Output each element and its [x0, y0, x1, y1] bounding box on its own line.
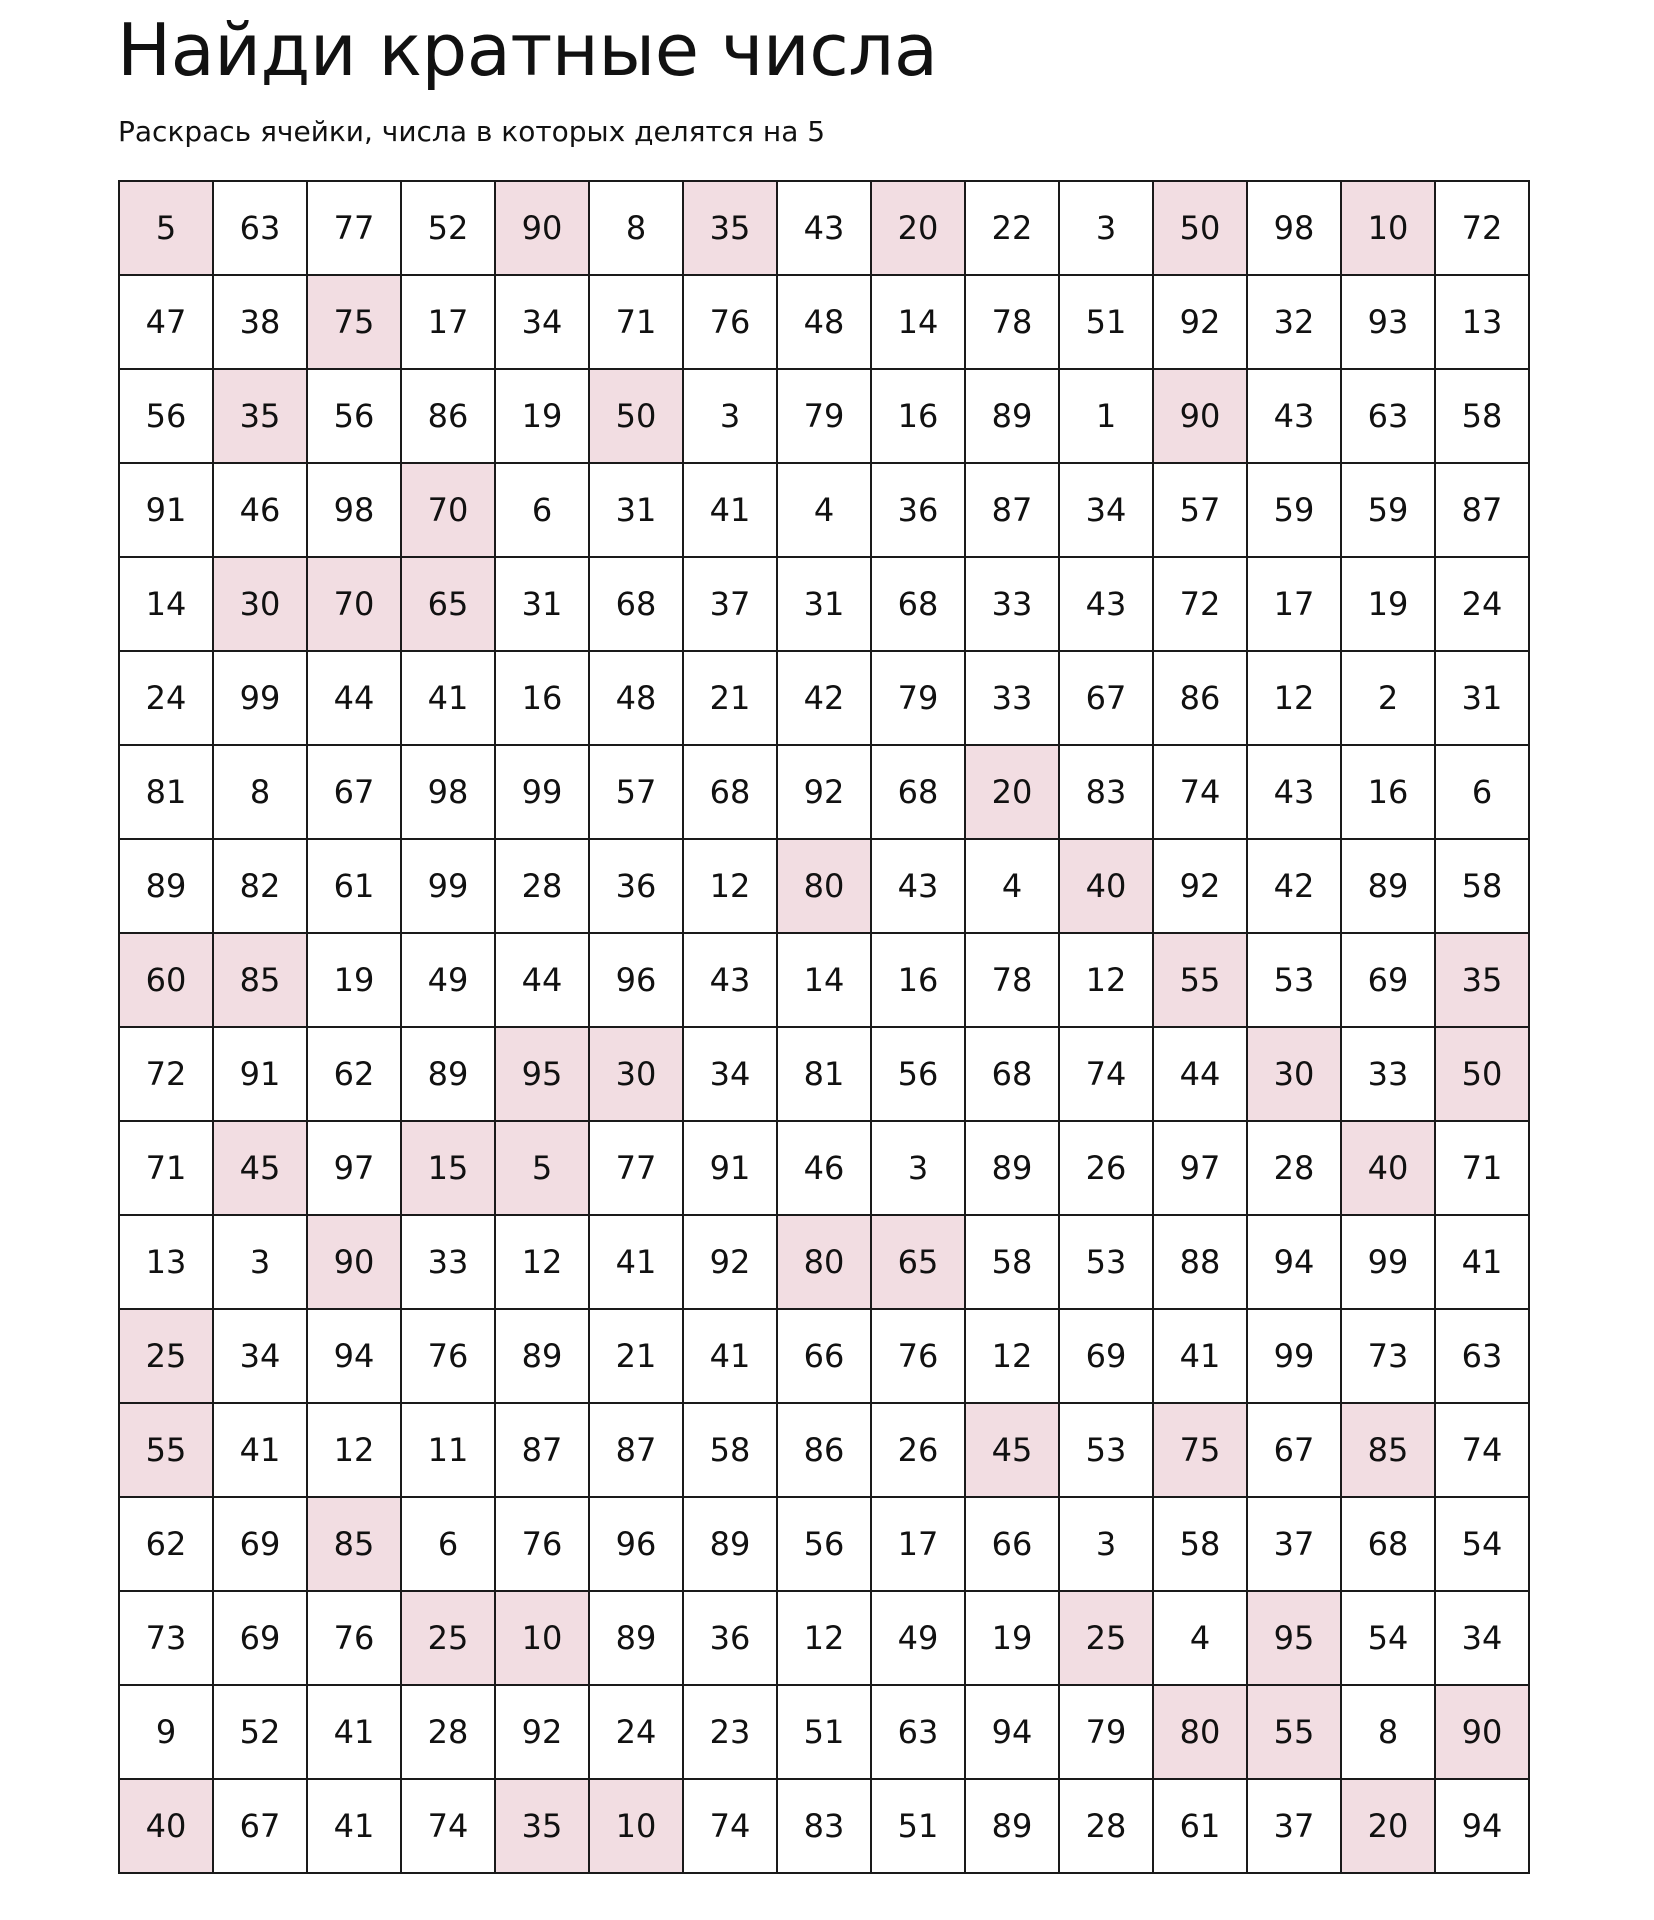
grid-cell[interactable]: 4 [777, 463, 871, 557]
grid-cell[interactable]: 94 [965, 1685, 1059, 1779]
grid-cell[interactable]: 80 [777, 1215, 871, 1309]
grid-cell[interactable]: 52 [213, 1685, 307, 1779]
grid-cell[interactable]: 41 [1153, 1309, 1247, 1403]
grid-cell[interactable]: 87 [589, 1403, 683, 1497]
grid-cell[interactable]: 8 [1341, 1685, 1435, 1779]
grid-cell[interactable]: 14 [871, 275, 965, 369]
grid-cell[interactable]: 34 [213, 1309, 307, 1403]
grid-cell[interactable]: 76 [307, 1591, 401, 1685]
grid-cell[interactable]: 94 [1247, 1215, 1341, 1309]
grid-cell[interactable]: 12 [1059, 933, 1153, 1027]
grid-row [119, 1591, 1529, 1685]
grid-cell[interactable]: 55 [119, 1403, 213, 1497]
grid-cell[interactable]: 17 [401, 275, 495, 369]
grid-cell[interactable]: 87 [1435, 463, 1529, 557]
grid-cell[interactable]: 21 [683, 651, 777, 745]
grid-cell[interactable]: 71 [1435, 1121, 1529, 1215]
grid-row [119, 933, 1529, 1027]
grid-cell[interactable]: 55 [1153, 933, 1247, 1027]
grid-cell[interactable]: 74 [683, 1779, 777, 1873]
grid-cell[interactable]: 89 [495, 1309, 589, 1403]
grid-cell[interactable]: 19 [495, 369, 589, 463]
grid-cell[interactable]: 77 [307, 181, 401, 275]
grid-row [119, 181, 1529, 275]
grid-cell[interactable]: 12 [495, 1215, 589, 1309]
grid-cell[interactable]: 10 [495, 1591, 589, 1685]
grid-cell[interactable]: 40 [1341, 1121, 1435, 1215]
grid-cell[interactable]: 44 [1153, 1027, 1247, 1121]
grid-cell[interactable]: 92 [777, 745, 871, 839]
grid-row [119, 1309, 1529, 1403]
grid-cell[interactable]: 99 [1341, 1215, 1435, 1309]
grid-cell[interactable]: 60 [119, 933, 213, 1027]
grid-cell[interactable]: 55 [1247, 1685, 1341, 1779]
grid-cell[interactable]: 68 [871, 745, 965, 839]
grid-cell[interactable]: 90 [1153, 369, 1247, 463]
grid-cell[interactable]: 71 [119, 1121, 213, 1215]
grid-cell[interactable]: 51 [1059, 275, 1153, 369]
grid-cell[interactable]: 37 [683, 557, 777, 651]
grid-cell[interactable]: 19 [307, 933, 401, 1027]
grid-cell[interactable]: 19 [965, 1591, 1059, 1685]
grid-cell[interactable]: 58 [683, 1403, 777, 1497]
grid-cell[interactable]: 98 [1247, 181, 1341, 275]
grid-cell[interactable]: 71 [589, 275, 683, 369]
grid-cell[interactable]: 90 [1435, 1685, 1529, 1779]
grid-cell[interactable]: 31 [1435, 651, 1529, 745]
grid-cell[interactable]: 62 [119, 1497, 213, 1591]
grid-cell[interactable]: 88 [1153, 1215, 1247, 1309]
grid-cell[interactable]: 30 [589, 1027, 683, 1121]
grid-cell[interactable]: 98 [401, 745, 495, 839]
grid-row [119, 839, 1529, 933]
grid-cell[interactable]: 14 [777, 933, 871, 1027]
grid-cell[interactable]: 12 [307, 1403, 401, 1497]
grid-cell[interactable]: 67 [1247, 1403, 1341, 1497]
grid-cell[interactable]: 1 [1059, 369, 1153, 463]
grid-cell[interactable]: 99 [1247, 1309, 1341, 1403]
grid-cell[interactable]: 35 [495, 1779, 589, 1873]
grid-cell[interactable]: 76 [401, 1309, 495, 1403]
grid-cell[interactable]: 80 [777, 839, 871, 933]
grid-cell[interactable]: 50 [1153, 181, 1247, 275]
grid-cell[interactable]: 62 [307, 1027, 401, 1121]
grid-cell[interactable]: 56 [777, 1497, 871, 1591]
grid-cell[interactable]: 97 [307, 1121, 401, 1215]
grid-cell[interactable]: 56 [119, 369, 213, 463]
grid-cell[interactable]: 35 [1435, 933, 1529, 1027]
grid-cell[interactable]: 87 [495, 1403, 589, 1497]
grid-cell[interactable]: 65 [401, 557, 495, 651]
grid-cell[interactable]: 49 [401, 933, 495, 1027]
grid-cell[interactable]: 6 [401, 1497, 495, 1591]
grid-row [119, 1779, 1529, 1873]
grid-cell[interactable]: 69 [213, 1497, 307, 1591]
grid-cell[interactable]: 63 [871, 1685, 965, 1779]
grid-cell[interactable]: 67 [1059, 651, 1153, 745]
grid-cell[interactable]: 76 [683, 275, 777, 369]
grid-cell[interactable]: 63 [1435, 1309, 1529, 1403]
grid-cell[interactable]: 40 [1059, 839, 1153, 933]
grid-cell[interactable]: 54 [1341, 1591, 1435, 1685]
grid-cell[interactable]: 16 [871, 933, 965, 1027]
grid-cell[interactable]: 53 [1247, 933, 1341, 1027]
grid-cell[interactable]: 95 [495, 1027, 589, 1121]
grid-cell[interactable]: 12 [777, 1591, 871, 1685]
grid-cell[interactable]: 65 [871, 1215, 965, 1309]
grid-cell[interactable]: 74 [401, 1779, 495, 1873]
grid-cell[interactable]: 17 [871, 1497, 965, 1591]
grid-cell[interactable]: 75 [1153, 1403, 1247, 1497]
grid-cell[interactable]: 24 [1435, 557, 1529, 651]
grid-cell[interactable]: 81 [777, 1027, 871, 1121]
grid-cell[interactable]: 63 [213, 181, 307, 275]
grid-cell[interactable]: 25 [1059, 1591, 1153, 1685]
grid-cell[interactable]: 13 [1435, 275, 1529, 369]
grid-cell[interactable]: 24 [589, 1685, 683, 1779]
grid-cell[interactable]: 58 [1435, 369, 1529, 463]
grid-cell[interactable]: 3 [683, 369, 777, 463]
grid-cell[interactable]: 98 [307, 463, 401, 557]
grid-cell[interactable]: 92 [1153, 839, 1247, 933]
grid-cell[interactable]: 11 [401, 1403, 495, 1497]
grid-cell[interactable]: 21 [589, 1309, 683, 1403]
grid-cell[interactable]: 85 [213, 933, 307, 1027]
grid-cell[interactable]: 61 [1153, 1779, 1247, 1873]
grid-cell[interactable]: 42 [777, 651, 871, 745]
grid-cell[interactable]: 89 [965, 1121, 1059, 1215]
grid-cell[interactable]: 53 [1059, 1403, 1153, 1497]
grid-cell[interactable]: 43 [1247, 369, 1341, 463]
grid-cell[interactable]: 89 [965, 369, 1059, 463]
grid-cell[interactable]: 58 [965, 1215, 1059, 1309]
page-title: Найди кратные числа [117, 8, 938, 92]
grid-cell[interactable]: 97 [1153, 1121, 1247, 1215]
grid-cell[interactable]: 6 [1435, 745, 1529, 839]
grid-cell[interactable]: 28 [1247, 1121, 1341, 1215]
grid-cell[interactable]: 28 [401, 1685, 495, 1779]
grid-cell[interactable]: 68 [965, 1027, 1059, 1121]
grid-row [119, 1685, 1529, 1779]
grid-cell[interactable]: 47 [119, 275, 213, 369]
grid-cell[interactable]: 8 [589, 181, 683, 275]
grid-cell[interactable]: 44 [495, 933, 589, 1027]
grid-cell[interactable]: 78 [965, 933, 1059, 1027]
grid-cell[interactable]: 89 [683, 1497, 777, 1591]
grid-cell[interactable]: 82 [213, 839, 307, 933]
grid-cell[interactable]: 69 [1059, 1309, 1153, 1403]
grid-cell[interactable]: 35 [683, 181, 777, 275]
grid-cell[interactable]: 43 [683, 933, 777, 1027]
grid-cell[interactable]: 17 [1247, 557, 1341, 651]
grid-row [119, 1497, 1529, 1591]
grid-cell[interactable]: 51 [871, 1779, 965, 1873]
grid-cell[interactable]: 28 [1059, 1779, 1153, 1873]
grid-cell[interactable]: 73 [1341, 1309, 1435, 1403]
grid-cell[interactable]: 30 [1247, 1027, 1341, 1121]
grid-cell[interactable]: 41 [1435, 1215, 1529, 1309]
grid-cell[interactable]: 57 [1153, 463, 1247, 557]
grid-cell[interactable]: 69 [1341, 933, 1435, 1027]
grid-cell[interactable]: 46 [213, 463, 307, 557]
grid-cell[interactable]: 89 [119, 839, 213, 933]
grid-cell[interactable]: 14 [119, 557, 213, 651]
grid-cell[interactable]: 24 [119, 651, 213, 745]
grid-cell[interactable]: 43 [1059, 557, 1153, 651]
grid-cell[interactable]: 91 [683, 1121, 777, 1215]
grid-cell[interactable]: 53 [1059, 1215, 1153, 1309]
grid-cell[interactable]: 34 [1059, 463, 1153, 557]
grid-cell[interactable]: 66 [777, 1309, 871, 1403]
grid-cell[interactable]: 72 [1153, 557, 1247, 651]
grid-cell[interactable]: 99 [213, 651, 307, 745]
grid-cell[interactable]: 20 [1341, 1779, 1435, 1873]
grid-cell[interactable]: 30 [213, 557, 307, 651]
grid-cell[interactable]: 33 [401, 1215, 495, 1309]
grid-cell[interactable]: 26 [871, 1403, 965, 1497]
grid-cell[interactable]: 41 [307, 1779, 401, 1873]
grid-cell[interactable]: 19 [1341, 557, 1435, 651]
grid-cell[interactable]: 2 [1341, 651, 1435, 745]
grid-cell[interactable]: 66 [965, 1497, 1059, 1591]
grid-cell[interactable]: 96 [589, 933, 683, 1027]
grid-cell[interactable]: 75 [307, 275, 401, 369]
number-grid-body [119, 181, 1529, 1873]
grid-cell[interactable]: 41 [401, 651, 495, 745]
grid-cell[interactable]: 33 [965, 651, 1059, 745]
grid-cell[interactable]: 76 [871, 1309, 965, 1403]
grid-cell[interactable]: 34 [683, 1027, 777, 1121]
grid-cell[interactable]: 10 [1341, 181, 1435, 275]
grid-cell[interactable]: 76 [495, 1497, 589, 1591]
grid-cell[interactable]: 74 [1435, 1403, 1529, 1497]
grid-cell[interactable]: 72 [119, 1027, 213, 1121]
grid-cell[interactable]: 79 [777, 369, 871, 463]
number-grid [118, 180, 1530, 1874]
grid-row [119, 1027, 1529, 1121]
grid-cell[interactable]: 67 [213, 1779, 307, 1873]
grid-cell[interactable]: 96 [589, 1497, 683, 1591]
grid-row [119, 1403, 1529, 1497]
grid-cell[interactable]: 23 [683, 1685, 777, 1779]
grid-cell[interactable]: 58 [1435, 839, 1529, 933]
grid-cell[interactable]: 35 [213, 369, 307, 463]
grid-cell[interactable]: 90 [307, 1215, 401, 1309]
grid-cell[interactable]: 48 [589, 651, 683, 745]
grid-cell[interactable]: 83 [1059, 745, 1153, 839]
grid-cell[interactable]: 90 [495, 181, 589, 275]
grid-cell[interactable]: 74 [1059, 1027, 1153, 1121]
grid-cell[interactable]: 43 [777, 181, 871, 275]
grid-cell[interactable]: 31 [589, 463, 683, 557]
grid-cell[interactable]: 70 [307, 557, 401, 651]
grid-cell[interactable]: 46 [777, 1121, 871, 1215]
grid-row [119, 745, 1529, 839]
grid-cell[interactable]: 50 [1435, 1027, 1529, 1121]
grid-cell[interactable]: 4 [965, 839, 1059, 933]
grid-cell[interactable]: 56 [307, 369, 401, 463]
grid-cell[interactable]: 72 [1435, 181, 1529, 275]
grid-cell[interactable]: 5 [119, 181, 213, 275]
grid-cell[interactable]: 48 [777, 275, 871, 369]
grid-cell[interactable]: 89 [401, 1027, 495, 1121]
grid-cell[interactable]: 92 [495, 1685, 589, 1779]
grid-cell[interactable]: 41 [683, 1309, 777, 1403]
grid-cell[interactable]: 31 [777, 557, 871, 651]
grid-cell[interactable]: 79 [871, 651, 965, 745]
grid-cell[interactable]: 16 [495, 651, 589, 745]
grid-cell[interactable]: 16 [871, 369, 965, 463]
grid-cell[interactable]: 42 [1247, 839, 1341, 933]
grid-cell[interactable]: 4 [1153, 1591, 1247, 1685]
grid-cell[interactable]: 85 [1341, 1403, 1435, 1497]
grid-cell[interactable]: 12 [965, 1309, 1059, 1403]
grid-cell[interactable]: 92 [1153, 275, 1247, 369]
grid-cell[interactable]: 13 [119, 1215, 213, 1309]
grid-cell[interactable]: 91 [213, 1027, 307, 1121]
grid-cell[interactable]: 37 [1247, 1497, 1341, 1591]
grid-cell[interactable]: 83 [777, 1779, 871, 1873]
grid-cell[interactable]: 58 [1153, 1497, 1247, 1591]
grid-cell[interactable]: 44 [307, 651, 401, 745]
grid-row [119, 1215, 1529, 1309]
grid-cell[interactable]: 25 [401, 1591, 495, 1685]
instructions-text: Раскрась ячейки, числа в которых делятся на 5 [118, 115, 826, 148]
grid-cell[interactable]: 38 [213, 275, 307, 369]
grid-cell[interactable]: 99 [495, 745, 589, 839]
grid-cell[interactable]: 41 [213, 1403, 307, 1497]
grid-cell[interactable]: 22 [965, 181, 1059, 275]
grid-cell[interactable]: 78 [965, 275, 1059, 369]
grid-cell[interactable]: 32 [1247, 275, 1341, 369]
grid-cell[interactable]: 79 [1059, 1685, 1153, 1779]
grid-cell[interactable]: 33 [1341, 1027, 1435, 1121]
grid-cell[interactable]: 36 [871, 463, 965, 557]
grid-cell[interactable]: 59 [1341, 463, 1435, 557]
grid-cell[interactable]: 36 [683, 1591, 777, 1685]
grid-cell[interactable]: 10 [589, 1779, 683, 1873]
grid-cell[interactable]: 67 [307, 745, 401, 839]
grid-row [119, 557, 1529, 651]
grid-cell[interactable]: 6 [495, 463, 589, 557]
grid-row [119, 463, 1529, 557]
grid-cell[interactable]: 81 [119, 745, 213, 839]
grid-cell[interactable]: 93 [1341, 275, 1435, 369]
grid-cell[interactable]: 89 [589, 1591, 683, 1685]
grid-cell[interactable]: 80 [1153, 1685, 1247, 1779]
grid-cell[interactable]: 31 [495, 557, 589, 651]
grid-cell[interactable]: 45 [965, 1403, 1059, 1497]
grid-cell[interactable]: 54 [1435, 1497, 1529, 1591]
grid-cell[interactable]: 68 [1341, 1497, 1435, 1591]
grid-cell[interactable]: 56 [871, 1027, 965, 1121]
grid-cell[interactable]: 68 [683, 745, 777, 839]
grid-cell[interactable]: 99 [401, 839, 495, 933]
grid-cell[interactable]: 41 [589, 1215, 683, 1309]
grid-cell[interactable]: 5 [495, 1121, 589, 1215]
grid-cell[interactable]: 12 [683, 839, 777, 933]
grid-cell[interactable]: 86 [777, 1403, 871, 1497]
grid-cell[interactable]: 43 [871, 839, 965, 933]
grid-cell[interactable]: 45 [213, 1121, 307, 1215]
grid-cell[interactable]: 61 [307, 839, 401, 933]
grid-cell[interactable]: 77 [589, 1121, 683, 1215]
grid-cell[interactable]: 26 [1059, 1121, 1153, 1215]
grid-cell[interactable]: 63 [1341, 369, 1435, 463]
grid-cell[interactable]: 85 [307, 1497, 401, 1591]
grid-cell[interactable]: 91 [119, 463, 213, 557]
grid-cell[interactable]: 69 [213, 1591, 307, 1685]
grid-cell[interactable]: 43 [1247, 745, 1341, 839]
grid-cell[interactable]: 28 [495, 839, 589, 933]
grid-cell[interactable]: 41 [307, 1685, 401, 1779]
grid-cell[interactable]: 3 [871, 1121, 965, 1215]
grid-cell[interactable]: 94 [307, 1309, 401, 1403]
grid-cell[interactable]: 3 [1059, 1497, 1153, 1591]
grid-cell[interactable]: 87 [965, 463, 1059, 557]
grid-cell[interactable]: 59 [1247, 463, 1341, 557]
grid-cell[interactable]: 20 [965, 745, 1059, 839]
grid-cell[interactable]: 89 [1341, 839, 1435, 933]
grid-cell[interactable]: 95 [1247, 1591, 1341, 1685]
grid-row [119, 651, 1529, 745]
grid-cell[interactable]: 3 [1059, 181, 1153, 275]
grid-cell[interactable]: 94 [1435, 1779, 1529, 1873]
grid-cell[interactable]: 73 [119, 1591, 213, 1685]
grid-cell[interactable]: 25 [119, 1309, 213, 1403]
grid-cell[interactable]: 57 [589, 745, 683, 839]
grid-row [119, 369, 1529, 463]
grid-cell[interactable]: 8 [213, 745, 307, 839]
grid-cell[interactable]: 36 [589, 839, 683, 933]
grid-cell[interactable]: 68 [871, 557, 965, 651]
grid-cell[interactable]: 16 [1341, 745, 1435, 839]
grid-cell[interactable]: 3 [213, 1215, 307, 1309]
grid-cell[interactable]: 70 [401, 463, 495, 557]
grid-cell[interactable]: 50 [589, 369, 683, 463]
grid-cell[interactable]: 89 [965, 1779, 1059, 1873]
grid-row [119, 1121, 1529, 1215]
grid-cell[interactable]: 34 [495, 275, 589, 369]
grid-cell[interactable]: 86 [401, 369, 495, 463]
grid-cell[interactable]: 49 [871, 1591, 965, 1685]
grid-cell[interactable]: 34 [1435, 1591, 1529, 1685]
grid-cell[interactable]: 51 [777, 1685, 871, 1779]
grid-cell[interactable]: 86 [1153, 651, 1247, 745]
grid-cell[interactable]: 92 [683, 1215, 777, 1309]
grid-row [119, 275, 1529, 369]
grid-cell[interactable]: 20 [871, 181, 965, 275]
grid-cell[interactable]: 41 [683, 463, 777, 557]
grid-cell[interactable]: 68 [589, 557, 683, 651]
grid-cell[interactable]: 52 [401, 181, 495, 275]
grid-cell[interactable]: 37 [1247, 1779, 1341, 1873]
grid-cell[interactable]: 9 [119, 1685, 213, 1779]
grid-cell[interactable]: 15 [401, 1121, 495, 1215]
grid-cell[interactable]: 33 [965, 557, 1059, 651]
grid-cell[interactable]: 74 [1153, 745, 1247, 839]
grid-cell[interactable]: 40 [119, 1779, 213, 1873]
grid-cell[interactable]: 12 [1247, 651, 1341, 745]
